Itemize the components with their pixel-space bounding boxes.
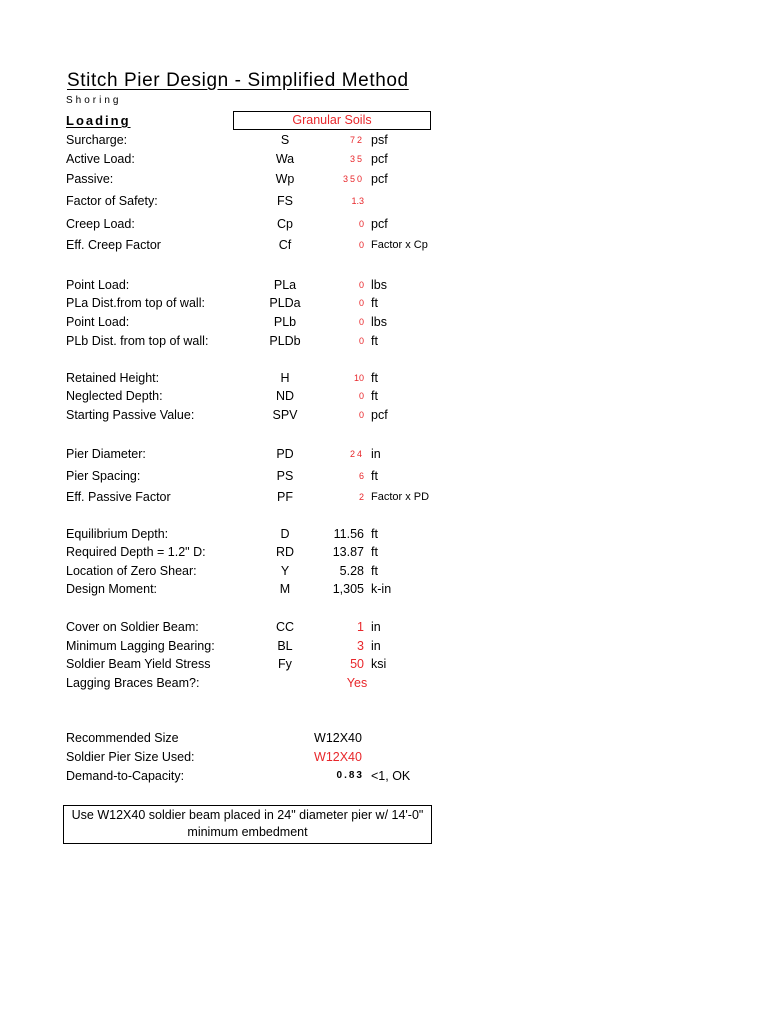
row-unit: psf bbox=[371, 133, 388, 147]
row-value-input[interactable]: 350 bbox=[342, 174, 364, 184]
row-label: Recommended Size bbox=[66, 731, 179, 745]
row-symbol: Fy bbox=[278, 657, 292, 671]
row-label: Factor of Safety: bbox=[66, 194, 158, 208]
row-label: Pier Spacing: bbox=[66, 469, 141, 483]
row-unit: ft bbox=[371, 334, 378, 348]
row-label: Point Load: bbox=[66, 315, 130, 329]
row-lagging-braces bbox=[0, 674, 768, 692]
row-value: 11.56 bbox=[333, 527, 364, 541]
row-value: W12X40 bbox=[314, 731, 362, 745]
row-creep-load bbox=[0, 215, 768, 233]
row-value-input[interactable]: 24 bbox=[349, 449, 364, 459]
row-unit: ft bbox=[371, 527, 378, 541]
row-label: Neglected Depth: bbox=[66, 389, 163, 403]
row-value-input[interactable]: 10 bbox=[353, 373, 364, 383]
row-unit: in bbox=[371, 639, 381, 653]
row-value-input[interactable]: 1 bbox=[357, 620, 364, 634]
row-eff-passive-factor bbox=[0, 488, 768, 506]
row-label: Cover on Soldier Beam: bbox=[66, 620, 199, 634]
row-label: Active Load: bbox=[66, 152, 135, 166]
row-unit: lbs bbox=[371, 278, 387, 292]
row-symbol: Cp bbox=[277, 217, 293, 231]
row-value-input[interactable]: 0 bbox=[358, 219, 364, 229]
row-value-input[interactable]: Yes bbox=[346, 676, 368, 690]
row-label: Soldier Pier Size Used: bbox=[66, 750, 195, 764]
row-symbol: Cf bbox=[278, 238, 292, 252]
row-symbol: FS bbox=[277, 194, 293, 208]
row-label: PLa Dist.from top of wall: bbox=[66, 296, 205, 310]
row-value-input[interactable]: 0 bbox=[358, 317, 364, 327]
row-pier-diameter bbox=[0, 445, 768, 463]
row-retained-height bbox=[0, 369, 768, 387]
row-label: Creep Load: bbox=[66, 217, 135, 231]
row-unit: in bbox=[371, 447, 381, 461]
row-symbol: CC bbox=[275, 620, 295, 634]
row-passive bbox=[0, 170, 768, 188]
page-subtitle: Shoring bbox=[66, 95, 122, 106]
row-unit: ft bbox=[371, 389, 378, 403]
soil-type-cell[interactable]: Granular Soils bbox=[233, 111, 431, 130]
row-unit: Factor x Cp bbox=[371, 239, 428, 251]
row-label: Equilibrium Depth: bbox=[66, 527, 169, 541]
row-label: Surcharge: bbox=[66, 133, 128, 147]
row-symbol: PLDb bbox=[269, 334, 301, 348]
row-value-input[interactable]: 0 bbox=[358, 298, 364, 308]
row-cover-soldier-beam bbox=[0, 618, 768, 636]
row-unit: ft bbox=[371, 469, 378, 483]
row-label: Demand-to-Capacity: bbox=[66, 769, 185, 783]
row-symbol: Wp bbox=[275, 172, 295, 186]
row-unit: pcf bbox=[371, 217, 388, 231]
row-symbol: PLb bbox=[273, 315, 297, 329]
row-value-input[interactable]: 1.3 bbox=[351, 196, 364, 206]
row-unit: ft bbox=[371, 545, 378, 559]
row-symbol: Y bbox=[280, 564, 290, 578]
row-symbol: PLa bbox=[273, 278, 297, 292]
row-value-input[interactable]: 0 bbox=[358, 240, 364, 250]
row-unit: ft bbox=[371, 296, 378, 310]
row-label: Soldier Beam Yield Stress bbox=[66, 657, 211, 671]
row-unit: pcf bbox=[371, 172, 388, 186]
row-demand-capacity bbox=[0, 767, 768, 785]
row-value-input[interactable]: 0 bbox=[358, 280, 364, 290]
row-label: Eff. Creep Factor bbox=[66, 238, 161, 252]
row-label: Location of Zero Shear: bbox=[66, 564, 197, 578]
row-yield-stress bbox=[0, 655, 768, 673]
row-value: 13.87 bbox=[332, 545, 364, 559]
row-label: Point Load: bbox=[66, 278, 130, 292]
row-symbol: PS bbox=[276, 469, 294, 483]
conclusion-box: Use W12X40 soldier beam placed in 24" diameter pier w/ 14'-0" minimum embedment bbox=[63, 805, 432, 844]
row-symbol: PLDa bbox=[269, 296, 301, 310]
row-pla-distance bbox=[0, 294, 768, 312]
row-symbol: D bbox=[280, 527, 290, 541]
row-label: PLb Dist. from top of wall: bbox=[66, 334, 209, 348]
row-label: Design Moment: bbox=[66, 582, 158, 596]
row-symbol: S bbox=[280, 133, 290, 147]
row-unit: k-in bbox=[371, 582, 392, 596]
row-size-used bbox=[0, 748, 768, 766]
row-symbol: H bbox=[280, 371, 290, 385]
row-factor-of-safety bbox=[0, 192, 768, 210]
row-unit: ft bbox=[371, 371, 378, 385]
row-min-lagging-bearing bbox=[0, 637, 768, 655]
row-unit: ksi bbox=[371, 657, 387, 671]
row-equilibrium-depth bbox=[0, 525, 768, 543]
row-value-input[interactable]: 72 bbox=[349, 135, 364, 145]
row-label: Passive: bbox=[66, 172, 114, 186]
row-value-input[interactable]: 0 bbox=[358, 410, 364, 420]
row-unit: <1, OK bbox=[371, 769, 411, 783]
row-recommended-size bbox=[0, 729, 768, 747]
row-symbol: ND bbox=[275, 389, 295, 403]
section-label-loading: Loading bbox=[66, 113, 131, 128]
row-value: 0.83 bbox=[336, 770, 364, 781]
row-unit: lbs bbox=[371, 315, 387, 329]
row-symbol: PF bbox=[277, 490, 293, 504]
row-label: Starting Passive Value: bbox=[66, 408, 195, 422]
row-label: Required Depth = 1.2" D: bbox=[66, 545, 206, 559]
row-symbol: PD bbox=[276, 447, 294, 461]
row-starting-passive bbox=[0, 406, 768, 424]
row-plb-distance bbox=[0, 332, 768, 350]
row-active-load bbox=[0, 150, 768, 168]
row-value: 5.28 bbox=[339, 564, 364, 578]
row-zero-shear bbox=[0, 562, 768, 580]
row-label: Eff. Passive Factor bbox=[66, 490, 171, 504]
row-label: Pier Diameter: bbox=[66, 447, 146, 461]
row-label: Retained Height: bbox=[66, 371, 160, 385]
row-label: Lagging Braces Beam?: bbox=[66, 676, 200, 690]
page-title: Stitch Pier Design - Simplified Method bbox=[67, 70, 409, 91]
row-value-input[interactable]: 35 bbox=[349, 154, 364, 164]
row-symbol: SPV bbox=[272, 408, 298, 422]
row-value-input[interactable]: 0 bbox=[358, 391, 364, 401]
row-symbol: M bbox=[279, 582, 291, 596]
row-point-load-b bbox=[0, 313, 768, 331]
row-value-input[interactable]: 6 bbox=[358, 471, 364, 481]
row-value-input[interactable]: 2 bbox=[358, 492, 364, 502]
row-unit: pcf bbox=[371, 408, 388, 422]
row-value-input[interactable]: 3 bbox=[357, 639, 364, 653]
row-surcharge bbox=[0, 131, 768, 149]
row-required-depth bbox=[0, 543, 768, 561]
row-symbol: BL bbox=[277, 639, 293, 653]
row-value-input[interactable]: W12X40 bbox=[314, 750, 362, 764]
row-unit: in bbox=[371, 620, 381, 634]
row-value-input[interactable]: 50 bbox=[350, 657, 364, 671]
row-eff-creep-factor bbox=[0, 236, 768, 254]
row-point-load-a bbox=[0, 276, 768, 294]
row-symbol: RD bbox=[275, 545, 295, 559]
row-unit: Factor x PD bbox=[371, 491, 430, 503]
row-neglected-depth bbox=[0, 387, 768, 405]
row-value: 1,305 bbox=[332, 582, 364, 596]
row-unit: pcf bbox=[371, 152, 388, 166]
row-design-moment bbox=[0, 580, 768, 598]
row-unit: ft bbox=[371, 564, 378, 578]
row-value-input[interactable]: 0 bbox=[358, 336, 364, 346]
row-pier-spacing bbox=[0, 467, 768, 485]
row-label: Minimum Lagging Bearing: bbox=[66, 639, 215, 653]
row-symbol: Wa bbox=[275, 152, 295, 166]
